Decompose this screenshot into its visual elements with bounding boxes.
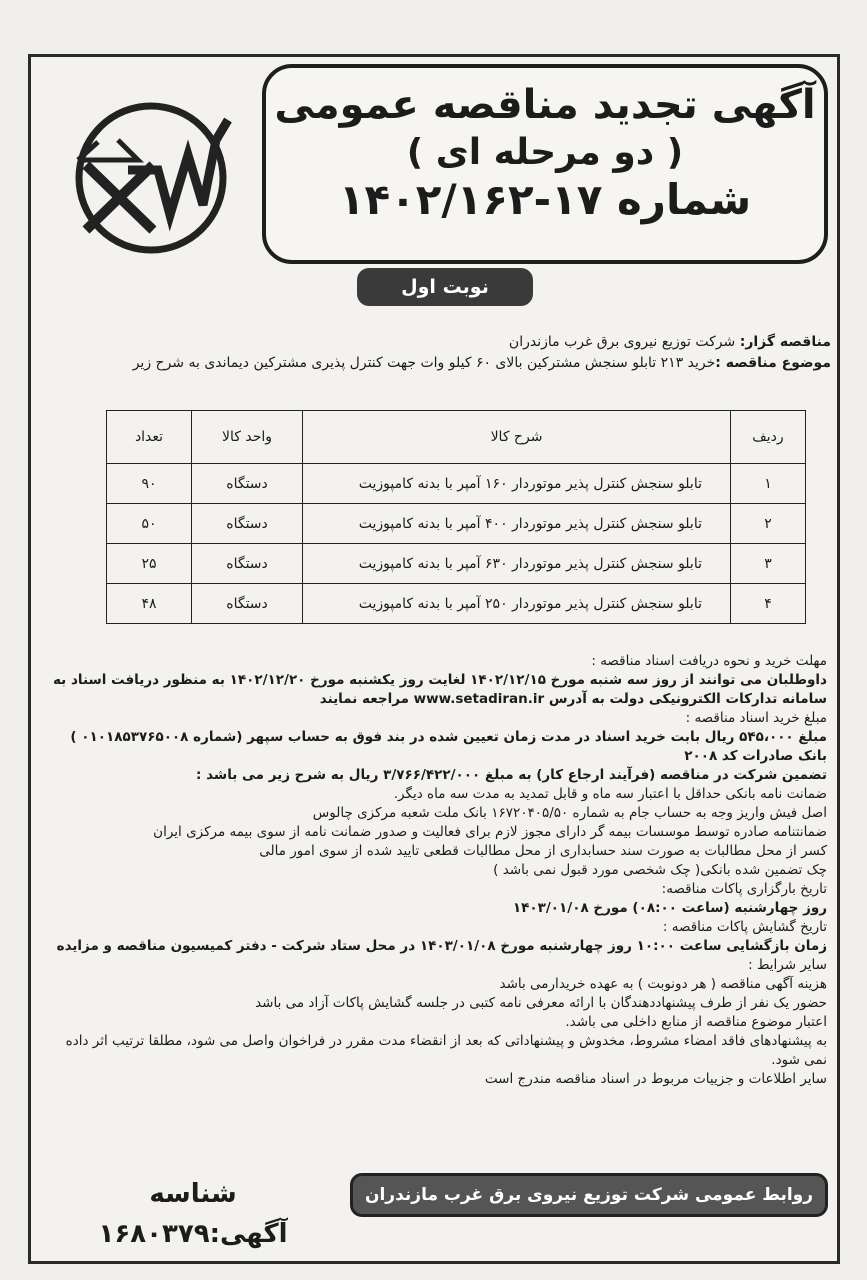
tenderer-label: مناقصه گزار:	[739, 334, 831, 350]
condition-line: تاریخ بارگزاری پاکات مناقصه:	[661, 881, 827, 897]
condition-line: تضمین شرکت در مناقصه (فرآیند ارجاع کار) به مبلغ ۳/۷۶۶/۴۲۲/۰۰۰ ریال به شرح زیر می باشد :	[196, 767, 827, 783]
table-row	[107, 504, 806, 544]
subject-value: خرید ۲۱۳ تابلو سنجش مشترکین بالای ۶۰ کیلو وات جهت کنترل پذیری مشترکین دیماندی به شرح زیر	[132, 355, 716, 371]
title-line-2: ( دو مرحله ای )	[406, 132, 684, 173]
row-unit: دستگاه	[192, 504, 303, 544]
condition-line: مهلت خرید و نحوه دریافت اسناد مناقصه :	[591, 653, 827, 669]
row-description: تابلو سنجش کنترل پذیر موتوردار ۶۳۰ آمپر با بدنه کامپوزیت	[303, 544, 731, 584]
row-number: ۱	[731, 464, 806, 504]
row-unit: دستگاه	[192, 464, 303, 504]
row-quantity: ۹۰	[107, 464, 192, 504]
condition-line: سایر شرایط :	[748, 957, 827, 973]
table-row	[107, 544, 806, 584]
power-company-logo	[58, 100, 244, 256]
condition-line: تاریخ گشایش پاکات مناقصه :	[662, 919, 827, 935]
table-row	[107, 584, 806, 624]
lead-section	[41, 332, 831, 374]
header-unit: واحد کالا	[192, 411, 303, 464]
row-unit: دستگاه	[192, 544, 303, 584]
ad-id: شناسه آگهی:۱۶۸۰۳۷۹	[98, 1179, 288, 1249]
condition-line: مبلغ خرید اسناد مناقصه :	[685, 710, 827, 726]
subject-label: موضوع مناقصه :	[715, 355, 831, 371]
table-row	[107, 464, 806, 504]
condition-line: مبلغ ۵۴۵،۰۰۰ ریال بابت خرید اسناد در مدت زمان تعیین شده در بند فوق به حساب سپهر (شماره ۰۱۰۱۸۵۳۷۶۵۰۰۸ ) بانک صادرات کد ۲۰۰۸	[70, 729, 827, 764]
row-quantity: ۲۵	[107, 544, 192, 584]
condition-line: ضمانتنامه صادره توسط موسسات بیمه گر دارای مجوز لازم برای فعالیت و صدور ضمانت نامه از سوی بیمه مرکزی ایران	[153, 824, 827, 840]
row-quantity: ۵۰	[107, 504, 192, 544]
header-row-number: ردیف	[731, 411, 806, 464]
condition-line: سایر اطلاعات و جزییات مربوط در اسناد مناقصه مندرج است	[484, 1071, 827, 1087]
row-description: تابلو سنجش کنترل پذیر موتوردار ۱۶۰ آمپر با بدنه کامپوزیت	[303, 464, 731, 504]
turn-badge: نوبت اول	[357, 268, 533, 306]
condition-line: هزینه آگهی مناقصه ( هر دونوبت ) به عهده خریدارمی باشد	[499, 976, 827, 992]
condition-line: اعتبار موضوع مناقصه از منابع داخلی می باشد.	[565, 1014, 827, 1030]
conditions-text	[39, 652, 827, 1089]
condition-line: کسر از محل مطالبات به صورت سند حسابداری از محل مطالبات قطعی تایید شده از سوی امور مالی	[259, 843, 827, 859]
row-description: تابلو سنجش کنترل پذیر موتوردار ۲۵۰ آمپر با بدنه کامپوزیت	[303, 584, 731, 624]
condition-line: حضور یک نفر از طرف پیشنهاددهندگان با ارائه معرفی نامه کتبی در جلسه گشایش پاکات آزاد می باشد	[255, 995, 827, 1011]
row-number: ۲	[731, 504, 806, 544]
condition-line: چک تضمین شده بانکی( چک شخصی مورد قبول نمی باشد )	[493, 862, 827, 878]
tender-number: شماره ۱۷-۱۴۰۲/۱۶۲	[338, 175, 752, 224]
condition-line: داوطلبان می توانند از روز سه شنبه مورخ ۱۴۰۲/۱۲/۱۵ لغایت روز یکشنبه مورخ ۱۴۰۲/۱۲/۲۰ به منظور دریافت اسناد به سامانه تدارکات الکترونیکی دولت به آدرس www.setadiran.ir مراجعه نمایند	[52, 672, 827, 707]
row-quantity: ۴۸	[107, 584, 192, 624]
header-description: شرح کالا	[303, 411, 731, 464]
title-box	[262, 64, 828, 264]
tenderer-value: شرکت توزیع نیروی برق غرب مازندران	[508, 334, 736, 350]
title-line-1: آگهی تجدید مناقصه عمومی	[274, 82, 816, 128]
items-table	[106, 410, 806, 624]
public-relations-box: روابط عمومی شرکت توزیع نیروی برق غرب مازندران	[350, 1173, 828, 1217]
condition-line: زمان بازگشایی ساعت ۱۰:۰۰ روز چهارشنبه مورخ ۱۴۰۳/۰۱/۰۸ در محل ستاد شرکت - دفتر کمیسیون مناقصه و مزایده	[56, 938, 827, 954]
condition-line: ضمانت نامه بانکی حداقل با اعتبار سه ماه و قابل تمدید به مدت سه ماه دیگر.	[393, 786, 827, 802]
condition-line: روز چهارشنبه (ساعت ۰۸:۰۰) مورخ ۱۴۰۳/۰۱/۰۸	[512, 900, 827, 916]
condition-line: اصل فیش واریز وجه به حساب جام به شماره ۱۶۷۲۰۴۰۵/۵۰ بانک ملت شعبه مرکزی چالوس	[312, 805, 827, 821]
condition-line: به پیشنهادهای فاقد امضاء مشروط، مخدوش و پیشنهاداتی که بعد از انقضاء مدت مقرر در فراخوان واصل می شود، مطلقا ترتیب اثر داده نمی شود.	[65, 1033, 827, 1068]
row-number: ۴	[731, 584, 806, 624]
row-unit: دستگاه	[192, 584, 303, 624]
header-quantity: تعداد	[107, 411, 192, 464]
row-number: ۳	[731, 544, 806, 584]
row-description: تابلو سنجش کنترل پذیر موتوردار ۴۰۰ آمپر با بدنه کامپوزیت	[303, 504, 731, 544]
